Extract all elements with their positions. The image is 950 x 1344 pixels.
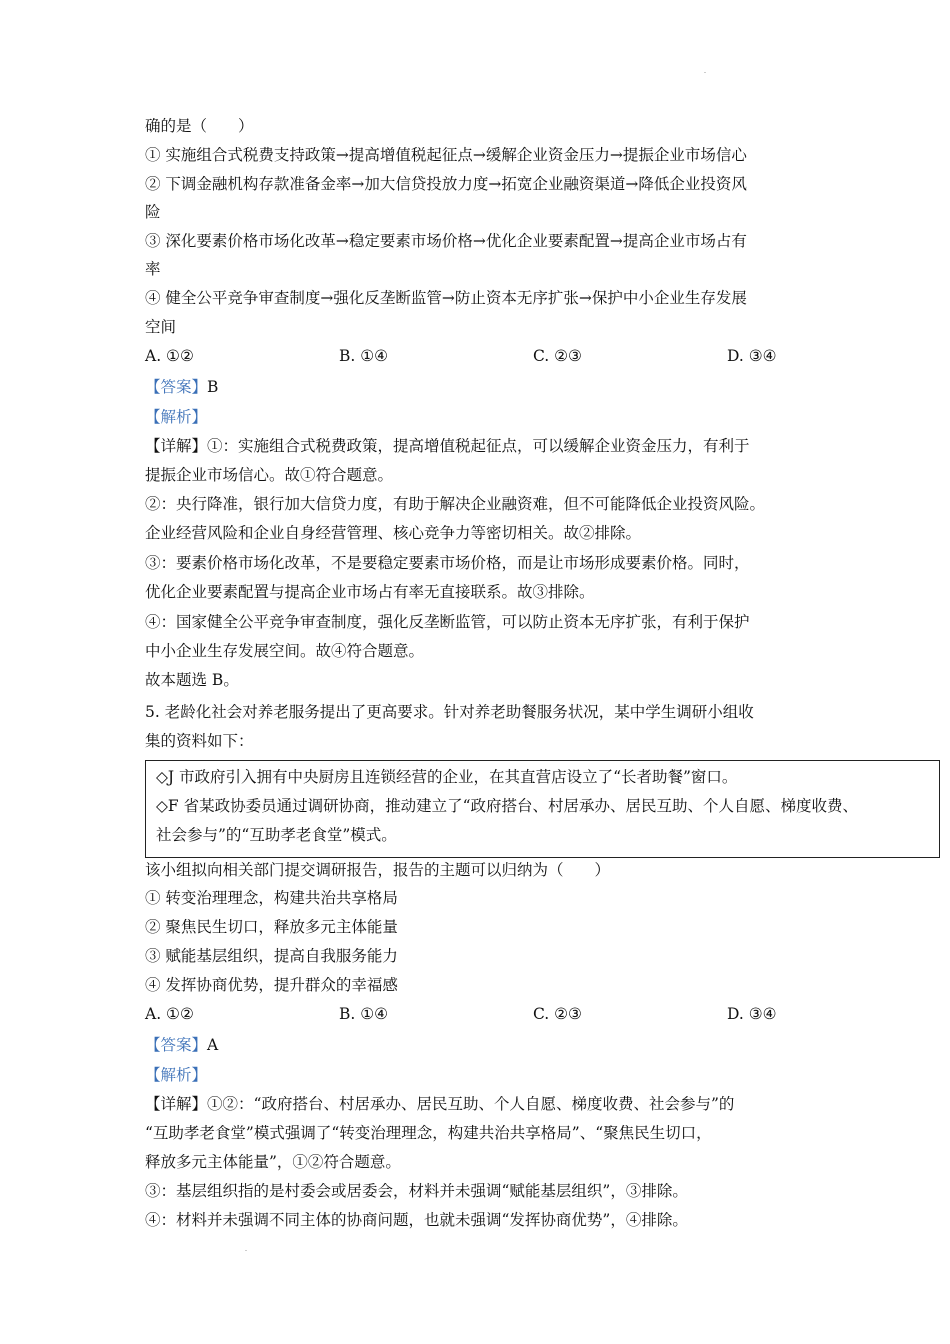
q5-detail-line-4: ③：基层组织指的是村委会或居委会，材料并未强调“赋能基层组织”，③排除。 [145, 1182, 688, 1200]
q4-option-d: D. ③④ [727, 347, 777, 365]
q4-item-3-cont: 率 [145, 260, 161, 278]
q4-item-4-cont: 空间 [145, 318, 177, 336]
q5-material-line-3: 社会参与”的“互助孝老食堂”模式。 [156, 826, 397, 844]
q4-detail-line-3: ②：央行降准，银行加大信贷力度，有助于解决企业融资难，但不可能降低企业投资风险。 [145, 495, 766, 513]
q4-detail-line-7: ④：国家健全公平竞争审查制度，强化反垄断监管，可以防止资本无序扩张，有利于保护 [145, 613, 750, 631]
q4-detail-line-5: ③：要素价格市场化改革，不是要稳定要素市场价格，而是让市场形成要素价格。同时， [145, 554, 750, 572]
q5-question: 该小组拟向相关部门提交调研报告，报告的主题可以归纳为（ ） [145, 861, 611, 879]
q5-item-3: ③ 赋能基层组织，提高自我服务能力 [145, 947, 398, 965]
q4-detail-line-1 [145, 436, 750, 456]
q4-detail-text: ①：实施组合式税费政策，提高增值税起征点，可以缓解企业资金压力，有利于 [207, 437, 750, 455]
q4-item-3: ③ 深化要素价格市场化改革→稳定要素市场价格→优化企业要素配置→提高企业市场占有 [145, 232, 747, 250]
q4-item-2: ② 下调金融机构存款准备金率→加大信贷投放力度→拓宽企业融资渠道→降低企业投资风 [145, 175, 747, 193]
scan-speck [245, 1250, 247, 1251]
q4-item-4: ④ 健全公平竞争审查制度→强化反垄断监管→防止资本无序扩张→保护中小企业生存发展 [145, 289, 747, 307]
q4-detail-line-4: 企业经营风险和企业自身经营管理、核心竞争力等密切相关。故②排除。 [145, 524, 642, 542]
q4-detail-line-6: 优化企业要素配置与提高企业市场占有率无直接联系。故③排除。 [145, 583, 595, 601]
scan-speck [704, 72, 706, 73]
q5-answer-tag: 【答案】 [145, 1036, 208, 1054]
q5-item-1: ① 转变治理理念，构建共治共享格局 [145, 889, 398, 907]
q4-detail-line-8: 中小企业生存发展空间。故④符合题意。 [145, 642, 425, 660]
q5-answer-value: A [207, 1036, 219, 1054]
q5-analysis-tag: 【解析】 [145, 1066, 208, 1084]
q4-conclusion: 故本题选 B。 [145, 671, 239, 689]
q5-option-a: A. ①② [145, 1005, 194, 1023]
q5-detail-line-3: 释放多元主体能量”，①②符合题意。 [145, 1153, 401, 1171]
q5-stem-line-1: 5. 老龄化社会对养老服务提出了更高要求。针对养老助餐服务状况，某中学生调研小组收 [145, 703, 754, 721]
q4-answer-tag: 【答案】 [145, 378, 208, 396]
q5-detail-tag: 【详解】 [145, 1095, 208, 1113]
q4-detail-tag: 【详解】 [145, 437, 208, 455]
q5-material-box [145, 760, 940, 858]
q5-option-c: C. ②③ [533, 1005, 582, 1023]
q5-detail-text: ①②：“政府搭台、村居承办、居民互助、个人自愿、梯度收费、社会参与”的 [207, 1095, 735, 1113]
q5-detail-line-1 [145, 1094, 734, 1114]
q4-item-2-cont: 险 [145, 203, 161, 221]
q5-material-line-2: ◇F 省某政协委员通过调研协商，推动建立了“政府搭台、村居承办、居民互助、个人自愿、梯度收费、 [156, 797, 859, 815]
q4-answer-line [145, 377, 218, 397]
q4-item-1: ① 实施组合式税费支持政策→提高增值税起征点→缓解企业资金压力→提振企业市场信心 [145, 146, 747, 164]
q4-option-b: B. ①④ [339, 347, 389, 365]
q4-analysis-tag: 【解析】 [145, 408, 208, 426]
q5-item-4: ④ 发挥协商优势，提升群众的幸福感 [145, 976, 398, 994]
q5-answer-line [145, 1035, 218, 1055]
q5-item-2: ② 聚焦民生切口，释放多元主体能量 [145, 918, 398, 936]
q5-material-line-1: ◇J 市政府引入拥有中央厨房且连锁经营的企业，在其直营店设立了“长者助餐”窗口。 [156, 768, 738, 786]
q5-detail-line-2: “互助孝老食堂”模式强调了“转变治理理念，构建共治共享格局”、“聚焦民生切口， [145, 1124, 712, 1142]
q5-detail-line-5: ④：材料并未强调不同主体的协商问题，也就未强调“发挥协商优势”，④排除。 [145, 1211, 688, 1229]
q4-detail-line-2: 提振企业市场信心。故①符合题意。 [145, 466, 394, 484]
q5-stem-line-2: 集的资料如下： [145, 732, 254, 750]
q5-option-d: D. ③④ [727, 1005, 777, 1023]
q5-option-b: B. ①④ [339, 1005, 389, 1023]
q4-answer-value: B [207, 378, 219, 396]
q4-option-c: C. ②③ [533, 347, 582, 365]
q4-stem-tail: 确的是（ ） [145, 117, 254, 135]
q4-option-a: A. ①② [145, 347, 194, 365]
